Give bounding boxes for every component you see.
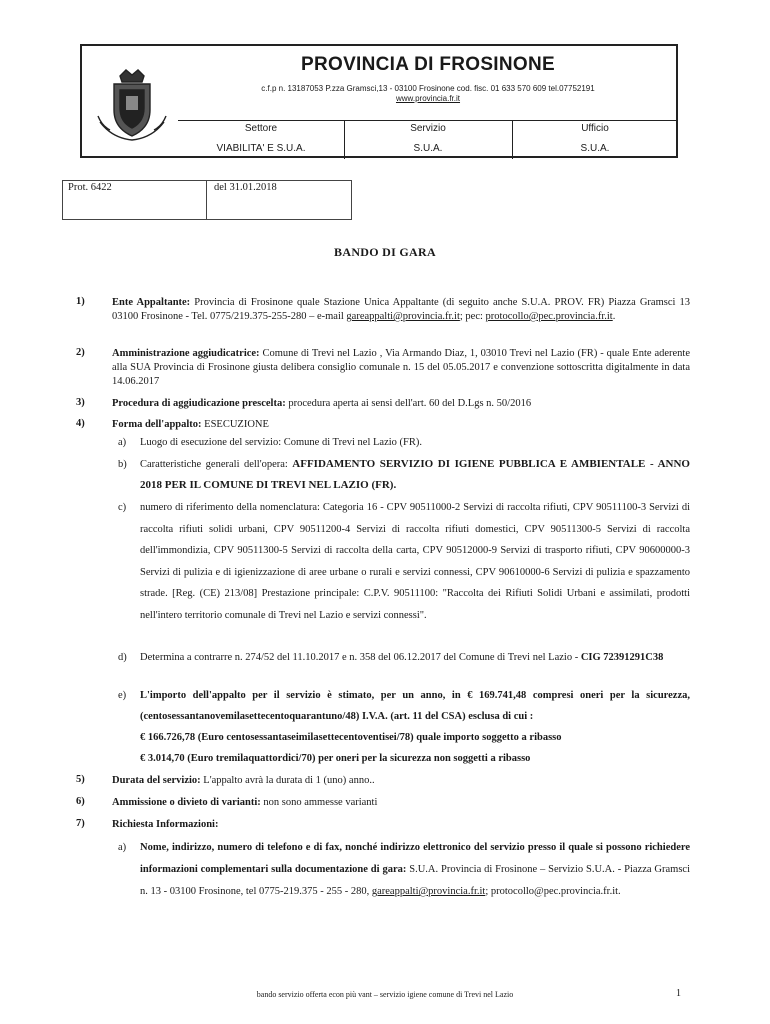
section-number: 3) [76,397,85,408]
info-text: ; protocollo@pec.provincia.fr.it. [485,886,621,897]
service-description [140,454,690,496]
province-coat-of-arms-icon [92,66,172,144]
cig-code: CIG 72391291C38 [580,652,664,663]
sector-value: VIABILITA' E S.U.A. [216,143,306,154]
subsection-label: a) [118,842,127,853]
website-link[interactable]: www.provincia.fr.it [395,94,461,103]
service-value: S.U.A. [413,143,443,154]
section-text: L'appalto avrà la durata di 1 (uno) anno.. [200,775,375,786]
section-number: 1) [76,296,85,307]
service-column [344,121,513,159]
section-number: 2) [76,347,85,358]
section-label: Ammissione o divieto di varianti: [112,797,261,808]
info-text: S.U.A. Provincia di Frosinone – Servizio S.U.A. - Piazza Gramsci n. 13 - 03100 Frosinone, tel 0775-219.375 - 255 - 280, [140,864,690,897]
section-text: Comune di Trevi nel Lazio , Via Armando Diaz, 1, 03010 Trevi nel Lazio (FR) - quale Ente aderente alla SUA Provincia di Frosinone giusta delibera consiglio comunale n. 15 del 05.05.2017 e convenzione sottoscritta digitalmente in data 14.06.2017 [112,348,691,387]
department-table [178,120,678,159]
info-contact [140,837,690,903]
pec-link[interactable]: protocollo@pec.provincia.fr.it [485,311,613,322]
email-link[interactable]: gareappalti@provincia.fr.it [346,311,460,322]
amount-subject-to-discount: € 166.726,78 (Euro centosessantaseimilasettecentoventisei/78) quale importo soggetto a ribasso [140,732,562,743]
contact-info [178,84,678,104]
section-contract-form [112,418,690,432]
section-label: Forma dell'appalto: [112,419,202,430]
protocol-date: del 31.01.2018 [214,182,277,193]
section-text: ; pec: [459,311,486,322]
section-text: Provincia di Frosinone quale Stazione Unica Appaltante (di seguito anche S.U.A. PROV. FR) Piazza Gramsci 13 03100 Frosinone - Tel. 0775/219.375-255-280 – e-mail [112,297,690,322]
subsection-label: d) [118,652,127,663]
service-title: AFFIDAMENTO SERVIZIO DI IGIENE PUBBLICA E AMBIENTALE - ANNO 2018 PER IL COMUNE DI TREVI NEL LAZIO (FR). [140,458,690,491]
subsection-label: a) [118,437,127,448]
email-link[interactable]: gareappalti@provincia.fr.it [371,886,486,897]
section-text: non sono ammesse varianti [260,797,378,808]
section-awarding-administration [112,347,690,389]
section-contracting-authority [112,296,690,324]
province-name: PROVINCIA DI FROSINONE [301,54,555,75]
sector-label: Settore [244,123,278,134]
section-text: procedura aperta ai sensi dell'art. 60 del D.Lgs n. 50/2016 [285,398,532,409]
section-procedure [112,397,690,411]
section-variants [112,796,690,810]
page-footer: bando servizio offerta econ più vant – servizio igiene comune di Trevi nel Lazio [256,990,514,999]
section-number: 7) [76,818,85,829]
protocol-divider [206,180,207,220]
page-number: 1 [676,988,681,999]
contact-line: c.f.p n. 13187053 P.zza Gramsci,13 - 03100 Frosinone cod. fisc. 01 633 570 609 tel.07752191 [261,84,595,93]
document-title: BANDO DI GARA [334,245,436,259]
section-text: . [612,311,616,322]
section-label: Procedura di aggiudicazione prescelta: [112,398,286,409]
execution-place: Luogo di esecuzione del servizio: Comune di Trevi nel Lazio (FR). [140,437,422,448]
determination-text: Determina a contrarre n. 274/52 del 11.10.2017 e n. 358 del 06.12.2017 del Comune di Trevi nel Lazio - [140,652,581,663]
office-label: Ufficio [581,123,609,134]
protocol-number: Prot. 6422 [68,182,112,193]
section-label: Amministrazione aggiudicatrice: [112,348,260,359]
office-value: S.U.A. [580,143,610,154]
section-info-request: Richiesta Informazioni: [112,819,219,830]
determination [140,647,690,668]
section-label: Durata del servizio: [112,775,201,786]
service-label: Servizio [410,123,446,134]
cpv-nomenclature: numero di riferimento della nomenclatura: Categoria 16 - CPV 90511000-2 Servizi di raccolta rifiuti, CPV 90511100-3 Servizi di raccolta rifiuti solidi urbani, CPV 90511200-4 Servizi di raccolta rifiuti domestici, CPV 90511300-5 Servizi di raccolta dell'immondizia, CPV 90511300-5 Servizi di raccolta della carta, CPV 90512000-9 Servizi di trasporto rifiuti, CPV 90600000-3 Servizi di pulizia e di igienizzazione di aree urbane o rurali e servizi connessi, CPV 90610000-6 Servizi di pulizia e spazzamento strade. [Reg. (CE) 213/08] Prestazione principale: C.P.V. 90511100: "Raccolta dei Rifiuti Solidi Urbani e assimilati, prodotti nell'intero territorio comunale di Trevi nel Lazio e servizi connessi". [140,502,690,621]
subsection-label: e) [118,690,127,701]
safety-costs: € 3.014,70 (Euro tremilaquattordici/70) per oneri per la sicurezza non soggetti a ribasso [140,753,531,764]
description-prefix: Caratteristiche generali dell'opera: [140,459,293,470]
section-label: Ente Appaltante: [112,297,191,308]
section-number: 6) [76,796,85,807]
subsection-label: c) [118,502,127,513]
section-text: ESECUZIONE [201,419,269,430]
sector-column [178,121,345,159]
section-number: 4) [76,418,85,429]
info-heading: Nome, indirizzo, numero di telefono e di fax, nonché indirizzo elettronico del servizio presso il quale si possono richiedere informazioni complementari sulla documentazione di gara: [140,842,690,875]
subsection-label: b) [118,459,127,470]
section-duration [112,774,690,788]
section-number: 5) [76,774,85,785]
office-column [512,121,678,159]
contract-amount: L'importo dell'appalto per il servizio è stimato, per un anno, in € 169.741,48 compresi oneri per la sicurezza, (centosessantanovemilasettecentoquarantuno/48) I.V.A. (art. 11 del CSA) esclusa di cui : [140,690,690,722]
